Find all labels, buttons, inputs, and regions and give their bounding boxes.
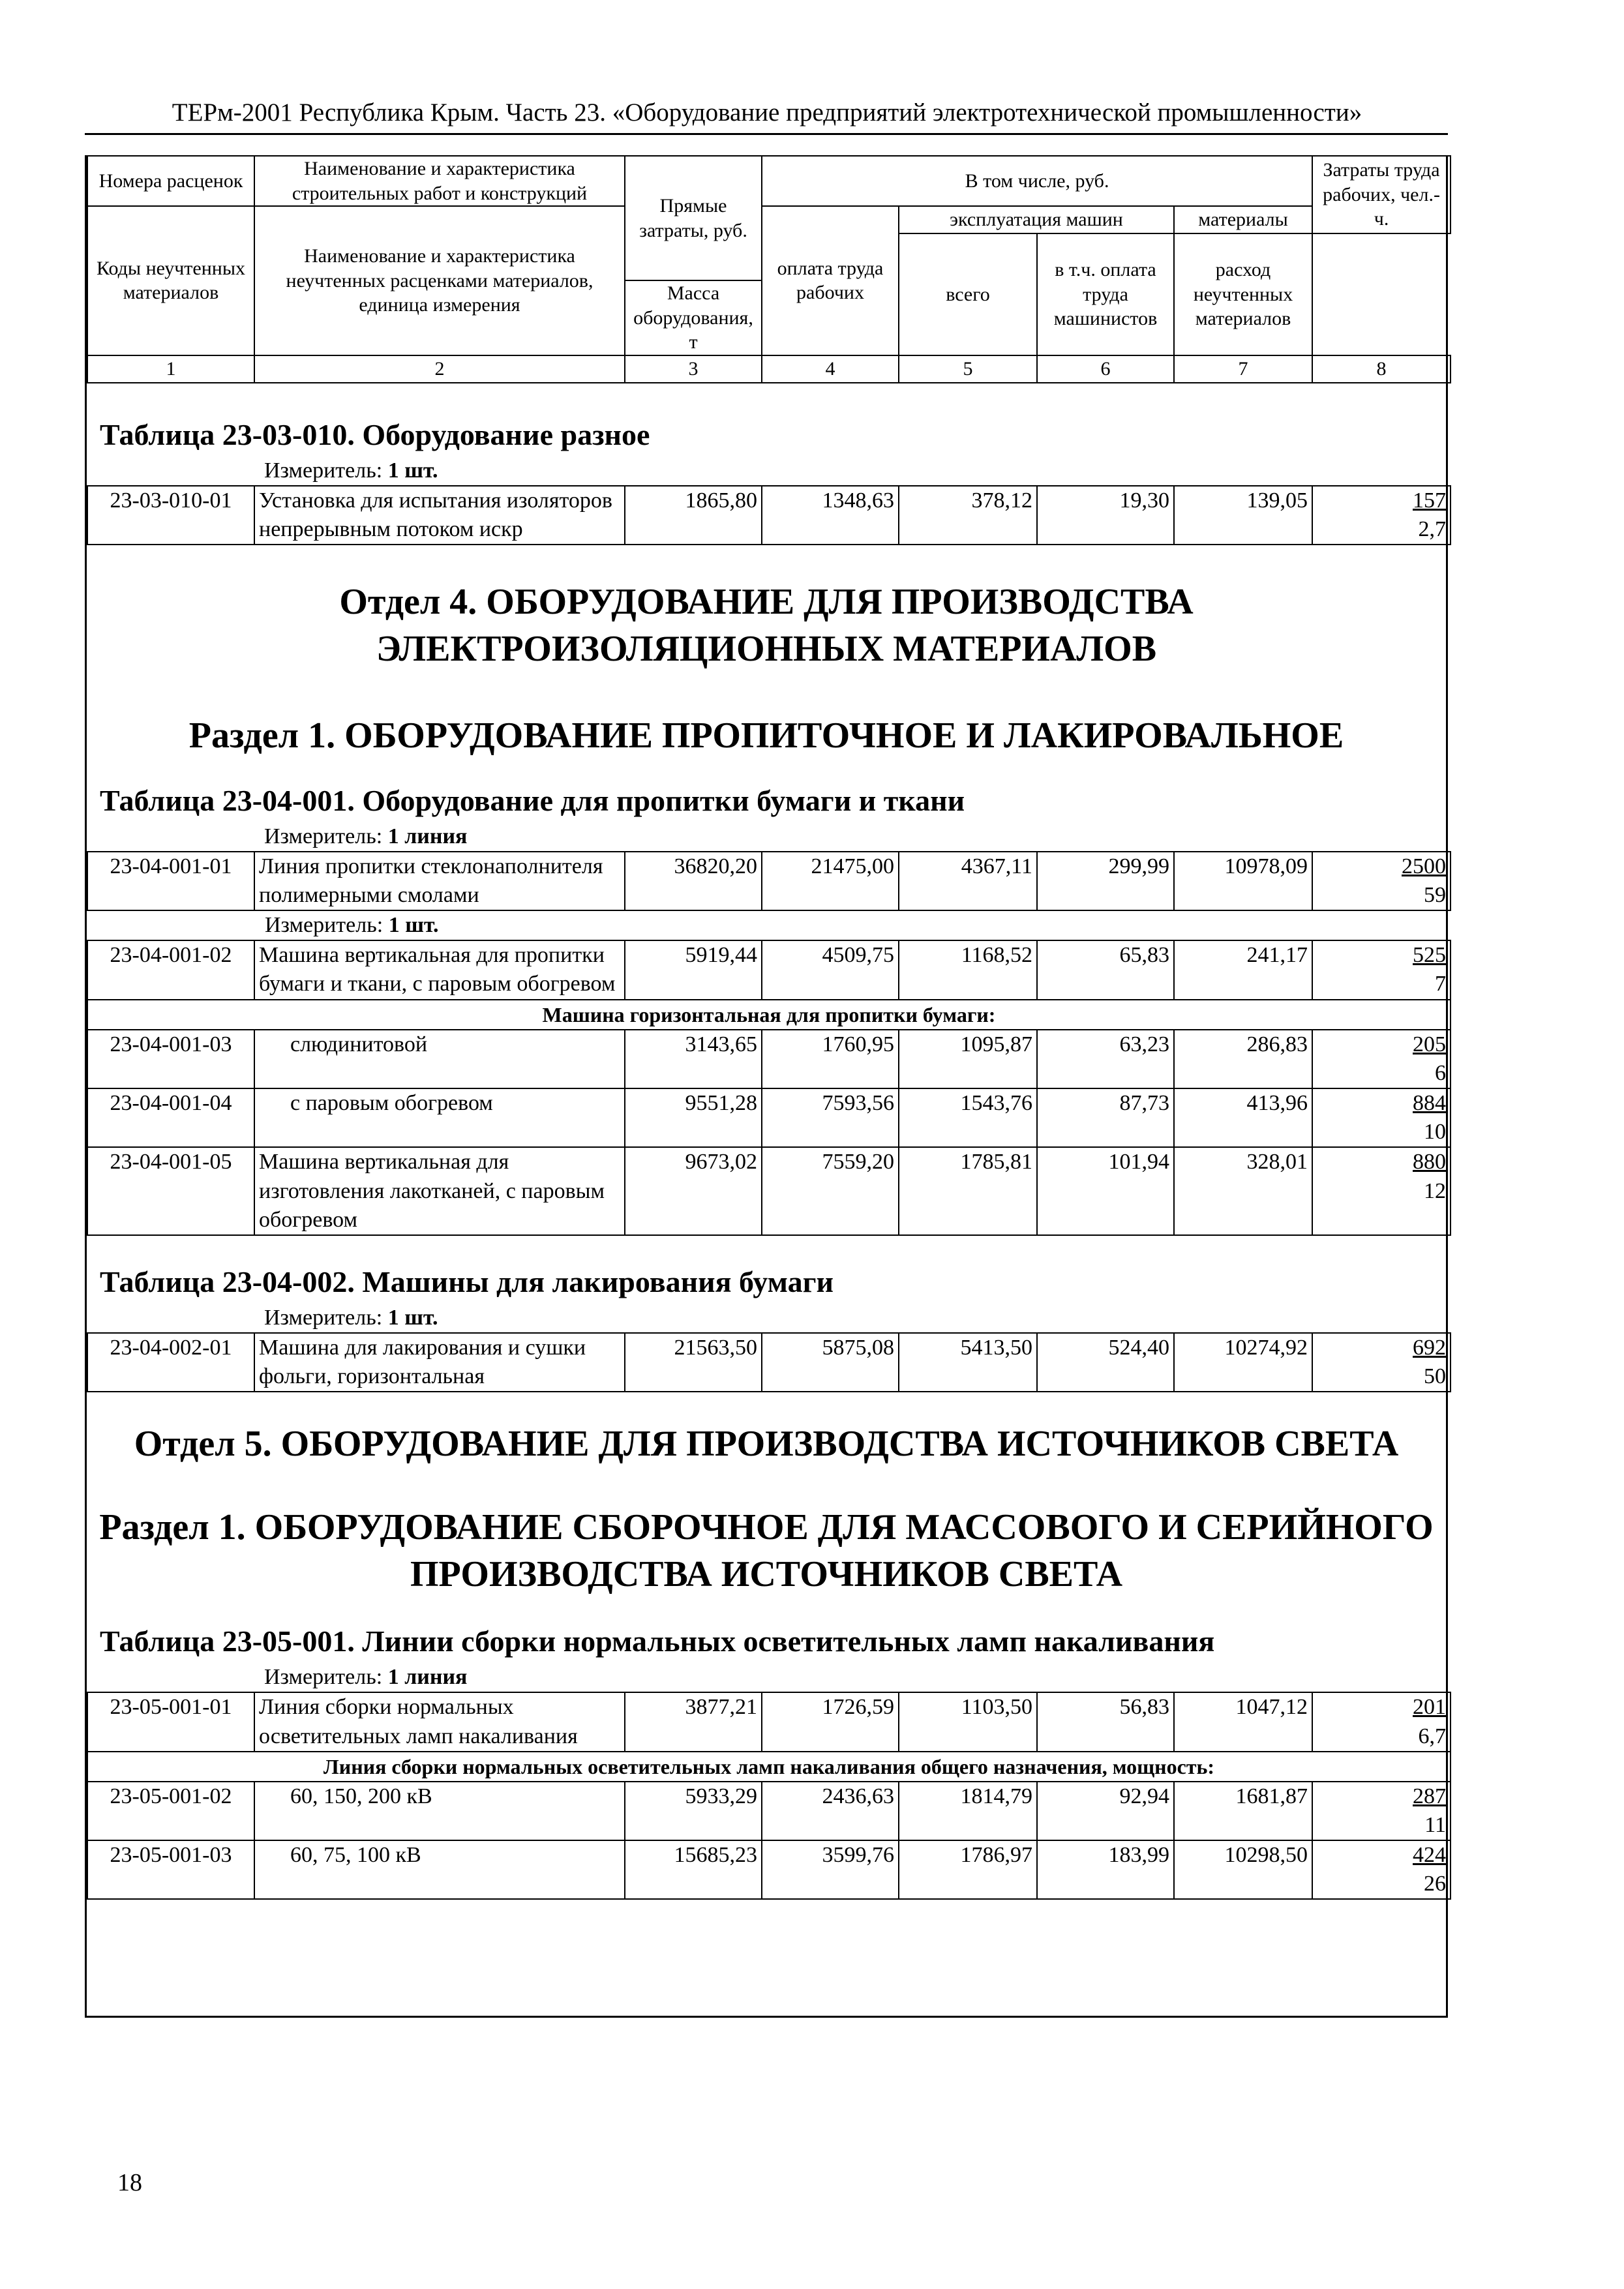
unit-value: 1 шт. — [387, 1305, 438, 1330]
rate-code: 23-04-001-02 — [87, 940, 254, 999]
group-subheading-row — [87, 1752, 1451, 1782]
labor-cost: 1760,95 — [762, 1030, 899, 1088]
labor-hours-and-mass — [1312, 852, 1451, 910]
rate-name: Машина вертикальная для пропитки бумаги и ткани, с паровым обогревом — [254, 940, 625, 999]
rate-name: 60, 150, 200 кВ — [254, 1782, 625, 1840]
unit-value: 1 линия — [387, 1665, 468, 1690]
subsection-heading: Раздел 1. ОБОРУДОВАНИЕ ПРОПИТОЧНОЕ И ЛАКИРОВАЛЬНОЕ — [188, 715, 1344, 756]
unit-prefix: Измеритель: — [264, 824, 388, 848]
col-number: 6 — [1037, 355, 1174, 383]
rates-table — [87, 851, 1451, 1236]
labor-hours-and-mass — [1312, 1782, 1451, 1840]
materials-cost: 328,01 — [1174, 1147, 1312, 1235]
machines-label: эксплуатация машин — [899, 206, 1174, 233]
materials-label: материалы — [1174, 206, 1312, 233]
equipment-mass: 26 — [1424, 1872, 1446, 1896]
rate-code: 23-05-001-03 — [87, 1840, 254, 1899]
labor-hours: 880 — [1413, 1150, 1446, 1174]
rate-code: 23-04-001-03 — [87, 1030, 254, 1088]
operator-cost: 183,99 — [1037, 1840, 1174, 1899]
labor-hours-and-mass — [1312, 940, 1451, 999]
rate-code: 23-05-001-02 — [87, 1782, 254, 1840]
labor-hours: 201 — [1413, 1695, 1446, 1720]
unit-value: 1 шт. — [388, 913, 439, 938]
equipment-mass: 7 — [1435, 972, 1446, 996]
direct-cost: 9673,02 — [625, 1147, 762, 1235]
table-title: Таблица 23-04-001. Оборудование для пропитки бумаги и ткани — [100, 783, 965, 817]
table-row — [87, 1088, 1451, 1147]
table-row — [87, 1782, 1451, 1840]
machine-cost: 378,12 — [899, 486, 1037, 545]
subsection-heading: Раздел 1. ОБОРУДОВАНИЕ СБОРОЧНОЕ ДЛЯ МАССОВОГО И СЕРИЙНОГО ПРОИЗВОДСТВА ИСТОЧНИКОВ СВЕТА — [99, 1507, 1434, 1594]
unit-prefix: Измеритель: — [265, 913, 389, 938]
operator-cost: 65,83 — [1037, 940, 1174, 999]
labor-cost: 3599,76 — [762, 1840, 899, 1899]
direct-cost: 5933,29 — [625, 1782, 762, 1840]
unit-row — [87, 910, 1451, 940]
labor-hours: 205 — [1413, 1032, 1446, 1056]
machine-cost: 1785,81 — [899, 1147, 1037, 1235]
rate-code: 23-04-001-01 — [87, 852, 254, 910]
equipment-mass: 50 — [1424, 1364, 1446, 1389]
equipment-mass: 6 — [1435, 1060, 1446, 1085]
unit-label — [87, 1663, 1446, 1692]
labor-cost: 7593,56 — [762, 1088, 899, 1147]
direct-cost: 9551,28 — [625, 1088, 762, 1147]
machine-cost: 1168,52 — [899, 940, 1037, 999]
col1-bottom-label: Коды неучтенных материалов — [87, 206, 254, 355]
direct-cost: 3877,21 — [625, 1692, 762, 1751]
col-number: 5 — [899, 355, 1037, 383]
equipment-mass: 59 — [1424, 883, 1446, 908]
table-row — [87, 940, 1451, 999]
table-title: Таблица 23-05-001. Линии сборки нормальных осветительных ламп накаливания — [100, 1624, 1215, 1658]
col-number: 4 — [762, 355, 899, 383]
labor-cost: 1348,63 — [762, 486, 899, 545]
labor-hours-and-mass — [1312, 1333, 1451, 1392]
rate-name: Линия пропитки стеклонаполнителя полимерными смолами — [254, 852, 625, 910]
labor-cost: 4509,75 — [762, 940, 899, 999]
group-subheading: Машина горизонтальная для пропитки бумаги: — [87, 1000, 1451, 1030]
section-heading: Отдел 4. ОБОРУДОВАНИЕ ДЛЯ ПРОИЗВОДСТВА ЭЛЕКТРОИЗОЛЯЦИОННЫХ МАТЕРИАЛОВ — [339, 581, 1194, 669]
operator-cost: 299,99 — [1037, 852, 1174, 910]
unit-prefix: Измеритель: — [264, 1665, 388, 1690]
col-number: 2 — [254, 355, 625, 383]
labor-cost: 21475,00 — [762, 852, 899, 910]
labor-hours: 2500 — [1402, 854, 1446, 878]
rate-name: 60, 75, 100 кВ — [254, 1840, 625, 1899]
direct-cost: 15685,23 — [625, 1840, 762, 1899]
table-row — [87, 852, 1451, 910]
labor-hours-and-mass — [1312, 1030, 1451, 1088]
page-number: 18 — [117, 2169, 142, 2196]
unit-value: 1 шт. — [387, 458, 438, 483]
operator-cost: 63,23 — [1037, 1030, 1174, 1088]
table-title: Таблица 23-03-010. Оборудование разное — [100, 417, 650, 451]
operator-cost: 87,73 — [1037, 1088, 1174, 1147]
direct-cost: 3143,65 — [625, 1030, 762, 1088]
labor-hours-and-mass — [1312, 486, 1451, 545]
rate-name: Линия сборки нормальных осветительных ламп накаливания — [254, 1692, 625, 1751]
unit-label — [87, 911, 1451, 940]
labor-hours-and-mass — [1312, 1840, 1451, 1899]
col3-label: Прямые затраты, руб. — [625, 156, 762, 280]
operator-cost: 524,40 — [1037, 1333, 1174, 1392]
unit-prefix: Измеритель: — [264, 458, 388, 483]
table-title: Таблица 23-04-002. Машины для лакирования бумаги — [100, 1264, 834, 1298]
unit-prefix: Измеритель: — [264, 1305, 388, 1330]
col2-top-label: Наименование и характеристика строительных работ и конструкций — [254, 156, 625, 206]
col1-top-label: Номера расценок — [87, 156, 254, 206]
labor-cost: 5875,08 — [762, 1333, 899, 1392]
labor-hours-and-mass — [1312, 1088, 1451, 1147]
labor-cost: 2436,63 — [762, 1782, 899, 1840]
materials-cost: 286,83 — [1174, 1030, 1312, 1088]
col-number: 7 — [1174, 355, 1312, 383]
table-row — [87, 1692, 1451, 1751]
table-row — [87, 1840, 1451, 1899]
direct-cost: 1865,80 — [625, 486, 762, 545]
rate-name: Машина вертикальная для изготовления лакотканей, с паровым обогревом — [254, 1147, 625, 1235]
machine-cost: 4367,11 — [899, 852, 1037, 910]
labor-hours-and-mass — [1312, 1692, 1451, 1751]
machine-cost: 1543,76 — [899, 1088, 1037, 1147]
materials-cost: 10978,09 — [1174, 852, 1312, 910]
machine-cost: 5413,50 — [899, 1333, 1037, 1392]
materials-cost: 10298,50 — [1174, 1840, 1312, 1899]
operator-cost: 56,83 — [1037, 1692, 1174, 1751]
rate-name: Установка для испытания изоляторов непрерывным потоком искр — [254, 486, 625, 545]
rates-table — [87, 1692, 1451, 1900]
rate-name: Машина для лакирования и сушки фольги, горизонтальная — [254, 1333, 625, 1392]
rate-name: с паровым обогревом — [254, 1088, 625, 1147]
price-table-frame — [85, 155, 1448, 2018]
operator-cost: 101,94 — [1037, 1147, 1174, 1235]
col5-label: всего — [899, 233, 1037, 355]
equipment-mass: 6,7 — [1418, 1724, 1446, 1748]
labor-cost: 1726,59 — [762, 1692, 899, 1751]
labor-cost: 7559,20 — [762, 1147, 899, 1235]
group-subheading: Линия сборки нормальных осветительных ламп накаливания общего назначения, мощность: — [87, 1752, 1451, 1782]
unit-label — [87, 822, 1446, 851]
equipment-mass: 11 — [1424, 1812, 1446, 1837]
materials-cost: 1047,12 — [1174, 1692, 1312, 1751]
equipment-mass: 12 — [1424, 1178, 1446, 1203]
materials-cost: 139,05 — [1174, 486, 1312, 545]
rate-code: 23-04-001-04 — [87, 1088, 254, 1147]
group-label: В том числе, руб. — [762, 156, 1312, 206]
table-row — [87, 1147, 1451, 1235]
column-header-table — [87, 155, 1451, 383]
unit-value: 1 линия — [387, 824, 468, 848]
direct-cost: 36820,20 — [625, 852, 762, 910]
table-row — [87, 486, 1451, 545]
col-number: 8 — [1312, 355, 1451, 383]
header-rule — [85, 133, 1448, 135]
rate-name: слюдинитовой — [254, 1030, 625, 1088]
labor-hours: 525 — [1413, 943, 1446, 968]
labor-hours: 692 — [1413, 1335, 1446, 1360]
rates-table — [87, 485, 1451, 545]
direct-cost: 21563,50 — [625, 1333, 762, 1392]
col2-bottom-label: Наименование и характеристика неучтенных расценками материалов, единица измерения — [254, 206, 625, 355]
rate-code: 23-03-010-01 — [87, 486, 254, 545]
machine-cost: 1786,97 — [899, 1840, 1037, 1899]
machine-cost: 1095,87 — [899, 1030, 1037, 1088]
labor-hours: 157 — [1413, 488, 1446, 513]
machine-cost: 1103,50 — [899, 1692, 1037, 1751]
page-header: ТЕРм-2001 Республика Крым. Часть 23. «Оборудование предприятий электротехнической промышленности» — [172, 98, 1362, 127]
unit-label — [87, 456, 1446, 485]
col8-bottom-label: Масса оборудования, т — [625, 280, 762, 355]
materials-cost: 1681,87 — [1174, 1782, 1312, 1840]
operator-cost: 19,30 — [1037, 486, 1174, 545]
section-heading: Отдел 5. ОБОРУДОВАНИЕ ДЛЯ ПРОИЗВОДСТВА ИСТОЧНИКОВ СВЕТА — [134, 1424, 1399, 1465]
col7-label: расход неучтенных материалов — [1174, 233, 1312, 355]
col8-top-label: Затраты труда рабочих, чел.-ч. — [1312, 156, 1451, 233]
col-number: 3 — [625, 355, 762, 383]
table-row — [87, 1030, 1451, 1088]
materials-cost: 241,17 — [1174, 940, 1312, 999]
rate-code: 23-05-001-01 — [87, 1692, 254, 1751]
col-number: 1 — [87, 355, 254, 383]
group-subheading-row — [87, 1000, 1451, 1030]
machine-cost: 1814,79 — [899, 1782, 1037, 1840]
labor-hours: 287 — [1413, 1784, 1446, 1808]
direct-cost: 5919,44 — [625, 940, 762, 999]
rate-code: 23-04-001-05 — [87, 1147, 254, 1235]
rate-code: 23-04-002-01 — [87, 1333, 254, 1392]
equipment-mass: 2,7 — [1418, 516, 1446, 541]
labor-hours: 884 — [1413, 1091, 1446, 1116]
labor-hours-and-mass — [1312, 1147, 1451, 1235]
unit-label — [87, 1304, 1446, 1332]
col4-label: оплата труда рабочих — [762, 206, 899, 355]
equipment-mass: 10 — [1424, 1120, 1446, 1144]
rates-table — [87, 1332, 1451, 1392]
labor-hours: 424 — [1413, 1843, 1446, 1868]
materials-cost: 10274,92 — [1174, 1333, 1312, 1392]
operator-cost: 92,94 — [1037, 1782, 1174, 1840]
col6-label: в т.ч. оплата труда машинистов — [1037, 233, 1174, 355]
materials-cost: 413,96 — [1174, 1088, 1312, 1147]
table-row — [87, 1333, 1451, 1392]
